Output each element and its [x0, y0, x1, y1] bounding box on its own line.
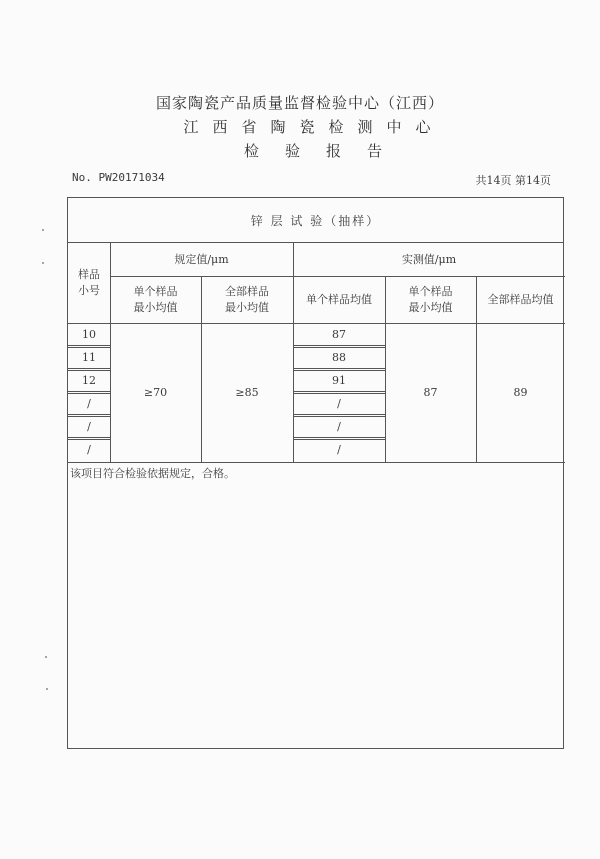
test-table-frame	[67, 197, 564, 749]
sample-cell: 12	[82, 373, 96, 387]
measured-value-header: 实测值/μm	[401, 252, 457, 266]
sample-cell: /	[87, 443, 91, 456]
spec-all-min-value: ≥85	[235, 385, 259, 399]
scan-speck	[45, 656, 47, 658]
page-indicator: 共14页 第14页	[475, 174, 551, 187]
grid-line	[68, 345, 110, 348]
grid-line	[68, 414, 110, 417]
grid-line	[68, 462, 565, 463]
grid-line	[293, 437, 385, 440]
sample-cell: /	[87, 419, 91, 433]
grid-line	[68, 437, 110, 440]
sample-no-header: 样品 小号	[78, 268, 100, 297]
scan-speck	[46, 688, 48, 690]
scan-speck	[42, 229, 44, 231]
grid-line	[293, 391, 385, 394]
spec-all-min-header: 全部样品 最小均值	[225, 284, 269, 314]
conclusion-text: 该项目符合检验依据规定，合格。	[70, 467, 235, 480]
report-number: No. PW20171034	[72, 171, 165, 184]
sample-value-cell: 91	[332, 373, 346, 387]
grid-line	[293, 414, 385, 417]
grid-line	[385, 276, 386, 462]
scan-speck	[42, 262, 44, 264]
grid-line	[476, 276, 477, 462]
sample-value-cell: /	[337, 443, 341, 456]
measured-all-avg-header: 全部样品均值	[487, 292, 554, 306]
report-title: 检验报告	[243, 142, 408, 160]
measured-all-avg-value: 89	[513, 385, 528, 399]
grid-line	[68, 391, 110, 394]
measured-single-min-value: 87	[423, 385, 438, 399]
sample-value-cell: 87	[332, 327, 346, 341]
center-subname: 江西省陶瓷检测中心	[183, 118, 445, 136]
sample-value-cell: 88	[332, 350, 346, 364]
sample-cell: /	[87, 396, 91, 410]
grid-line	[110, 276, 565, 277]
measured-single-avg-header: 单个样品均值	[306, 292, 372, 306]
grid-line	[293, 345, 385, 348]
measured-single-min-header: 单个样品 最小均值	[408, 284, 453, 314]
grid-line	[68, 368, 110, 371]
test-title: 锌 层 试 验（抽样）	[68, 198, 563, 243]
grid-line	[293, 368, 385, 371]
grid-line	[68, 323, 565, 324]
spec-value-header: 规定值/μm	[174, 252, 229, 266]
sample-cell: 10	[82, 327, 96, 341]
sample-cell: 11	[82, 350, 96, 364]
spec-single-min-header: 单个样品 最小均值	[133, 284, 178, 314]
sample-value-cell: /	[337, 419, 341, 433]
spec-single-min-value: ≥70	[143, 385, 168, 399]
sample-value-cell: /	[337, 396, 341, 410]
grid-line	[201, 276, 202, 462]
center-name: 国家陶瓷产品质量监督检验中心（江西）	[155, 94, 444, 112]
